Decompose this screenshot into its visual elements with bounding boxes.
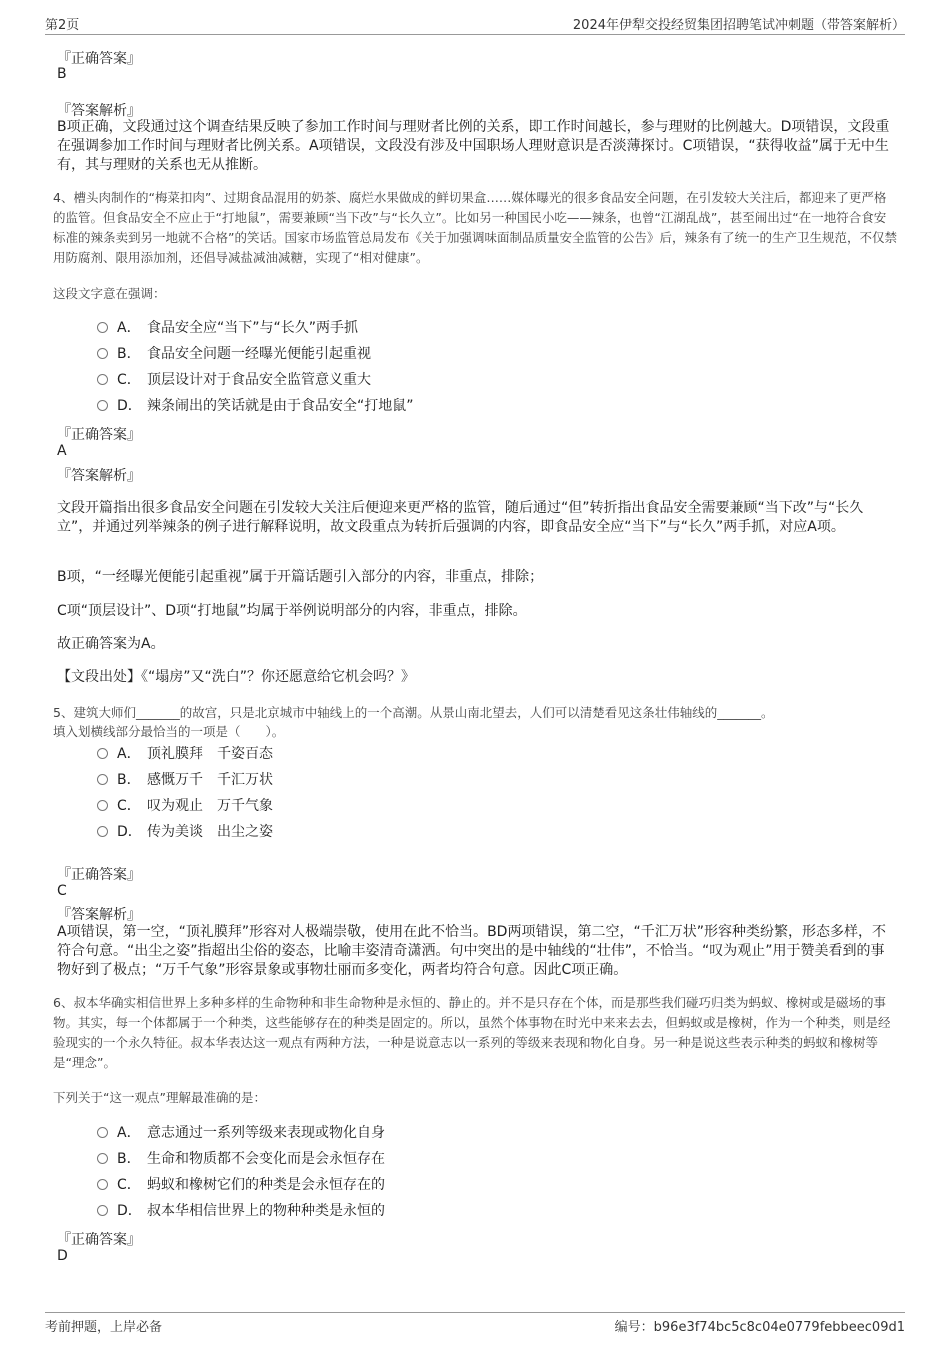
answer-label: 『正确答案』 [57, 1232, 141, 1248]
question-4-stem: 4、槽头肉制作的“梅菜扣肉”、过期食品混用的奶茶、腐烂水果做成的鲜切果盒……媒体曝光的很多食品安全问题，在引发较大关注后，都迎来了更严格的监管。但食品安全不应止于“打地鼠”，需要兼顾“当下改”与“长久立”。比如另一种国民小吃——辣条，也曾“江湖乱战”，甚至闹出过“在一地符合食安标准的辣条卖到另一地就不合格”的笑话。国家市场监管总局发布《关于加强调味面制品质量安全监管的公告》后，辣条有了统一的生产卫生规范，不仅禁用防腐剂、限用添加剂，还倡导减盐减油减糖，实现了“相对健康”。 [53, 190, 897, 265]
radio-icon[interactable] [97, 826, 108, 837]
question-6-prompt: 下列关于“这一观点”理解最准确的是： [53, 1090, 266, 1105]
answer-label: 『正确答案』 [57, 51, 141, 67]
option-b[interactable]: B． 食品安全问题一经曝光便能引起重视 [97, 342, 414, 366]
page-number: 第2页 [45, 18, 80, 33]
question-5-stem: 5、建筑大师们_______的故宫，只是北京城市中轴线上的一个高潮。从景山南北望去，人们可以清楚看见这条壮伟轴线的_______。 [53, 705, 774, 720]
analysis-text: 文段开篇指出很多食品安全问题在引发较大关注后便迎来更严格的监管，随后通过“但”转折指出食品安全需要兼顾“当下改”与“长久立”，并通过列举辣条的例子进行解释说明，故文段重点为转折后强调的内容，即食品安全应“当下”与“长久”两手抓，对应A项。 [57, 500, 864, 535]
code-label: 编号： [614, 1320, 654, 1335]
code-value: b96e3f74bc5c8c04e0779febbeec09d1 [653, 1320, 905, 1335]
option-b[interactable]: B． 生命和物质都不会变化而是会永恒存在 [97, 1147, 385, 1171]
option-c[interactable]: C． 顶层设计对于食品安全监管意义重大 [97, 368, 414, 392]
radio-icon[interactable] [97, 800, 108, 811]
question-4-options [97, 316, 414, 418]
option-c[interactable]: C． 蚂蚁和橡树它们的种类是会永恒存在的 [97, 1173, 385, 1197]
answer-value: D [57, 1248, 68, 1264]
answer-label: 『正确答案』 [57, 867, 141, 883]
radio-icon[interactable] [97, 1127, 108, 1138]
question-6-options [97, 1121, 385, 1223]
radio-icon[interactable] [97, 748, 108, 759]
answer-label: 『正确答案』 [57, 427, 141, 443]
question-5-prompt: 填入划横线部分最恰当的一项是（ ）。 [53, 724, 285, 739]
source-citation: 【文段出处】《“塌房”又“洗白”？你还愿意给它机会吗？》 [57, 669, 416, 685]
question-4-prompt: 这段文字意在强调： [53, 286, 166, 301]
analysis-text: C项“顶层设计”、D项“打地鼠”均属于举例说明部分的内容，非重点，排除。 [57, 603, 527, 619]
option-d[interactable]: D． 传为美谈 出尘之姿 [97, 820, 273, 844]
radio-icon[interactable] [97, 1205, 108, 1216]
radio-icon[interactable] [97, 322, 108, 333]
radio-icon[interactable] [97, 374, 108, 385]
answer-value: C [57, 883, 67, 899]
document-code [615, 1316, 905, 1335]
question-6-stem: 6、叔本华确实相信世界上多种多样的生命物种和非生命物种是永恒的、静止的。并不是只存在个体，而是那些我们碰巧归类为蚂蚁、橡树或是磁场的事物。其实，每一个体都属于一个种类，这些能够存在的种类是固定的。所以，虽然个体事物在时光中来来去去，但蚂蚁或是橡树，作为一个种类，则是经验现实的一个永久特征。叔本华表达这一观点有两种方法，一种是说意志以一系列的等级来表现和物化自身。另一种是说这些表示种类的蚂蚁和橡树等是“理念”。 [53, 995, 891, 1070]
page-header [45, 14, 905, 35]
answer-value: B [57, 66, 67, 82]
option-a[interactable]: A． 食品安全应“当下”与“长久”两手抓 [97, 316, 414, 340]
answer-value: A [57, 443, 67, 459]
analysis-label: 『答案解析』 [57, 468, 141, 484]
radio-icon[interactable] [97, 348, 108, 359]
analysis-label: 『答案解析』 [57, 103, 141, 119]
option-d[interactable]: D． 叔本华相信世界上的物种种类是永恒的 [97, 1199, 385, 1223]
option-b[interactable]: B． 感慨万千 千汇万状 [97, 768, 273, 792]
footer-slogan: 考前押题，上岸必备 [45, 1320, 163, 1335]
option-c[interactable]: C． 叹为观止 万千气象 [97, 794, 273, 818]
radio-icon[interactable] [97, 1153, 108, 1164]
analysis-text: B项正确，文段通过这个调查结果反映了参加工作时间与理财者比例的关系，即工作时间越长，参与理财的比例越大。D项错误，文段重在强调参加工作时间与理财者比例关系。A项错误，文段没有涉及中国职场人理财意识是否淡薄探讨。C项错误，“获得收益”属于无中生有，其与理财的关系也无从推断。 [57, 119, 890, 173]
analysis-text: 故正确答案为A。 [57, 636, 165, 652]
radio-icon[interactable] [97, 400, 108, 411]
option-d[interactable]: D． 辣条闹出的笑话就是由于食品安全“打地鼠” [97, 394, 414, 418]
page-footer [45, 1312, 905, 1337]
option-a[interactable]: A． 顶礼膜拜 千姿百态 [97, 742, 273, 766]
document-title: 2024年伊犁交投经贸集团招聘笔试冲刺题（带答案解析） [572, 18, 905, 33]
analysis-text: A项错误，第一空，“顶礼膜拜”形容对人极端崇敬，使用在此不恰当。BD两项错误，第二空，“千汇万状”形容种类纷繁，形态多样，不符合句意。“出尘之姿”指超出尘俗的姿态，比喻丰姿清奇潇洒。句中突出的是中轴线的“壮伟”，不恰当。“叹为观止”用于赞美看到的事物好到了极点；“万千气象”形容景象或事物壮丽而多变化，两者均符合句意。因此C项正确。 [57, 924, 886, 978]
analysis-text: B项，“一经曝光便能引起重视”属于开篇话题引入部分的内容，非重点，排除； [57, 569, 544, 585]
option-a[interactable]: A． 意志通过一系列等级来表现或物化自身 [97, 1121, 385, 1145]
radio-icon[interactable] [97, 1179, 108, 1190]
analysis-label: 『答案解析』 [57, 907, 141, 923]
question-5-options [97, 742, 273, 844]
radio-icon[interactable] [97, 774, 108, 785]
